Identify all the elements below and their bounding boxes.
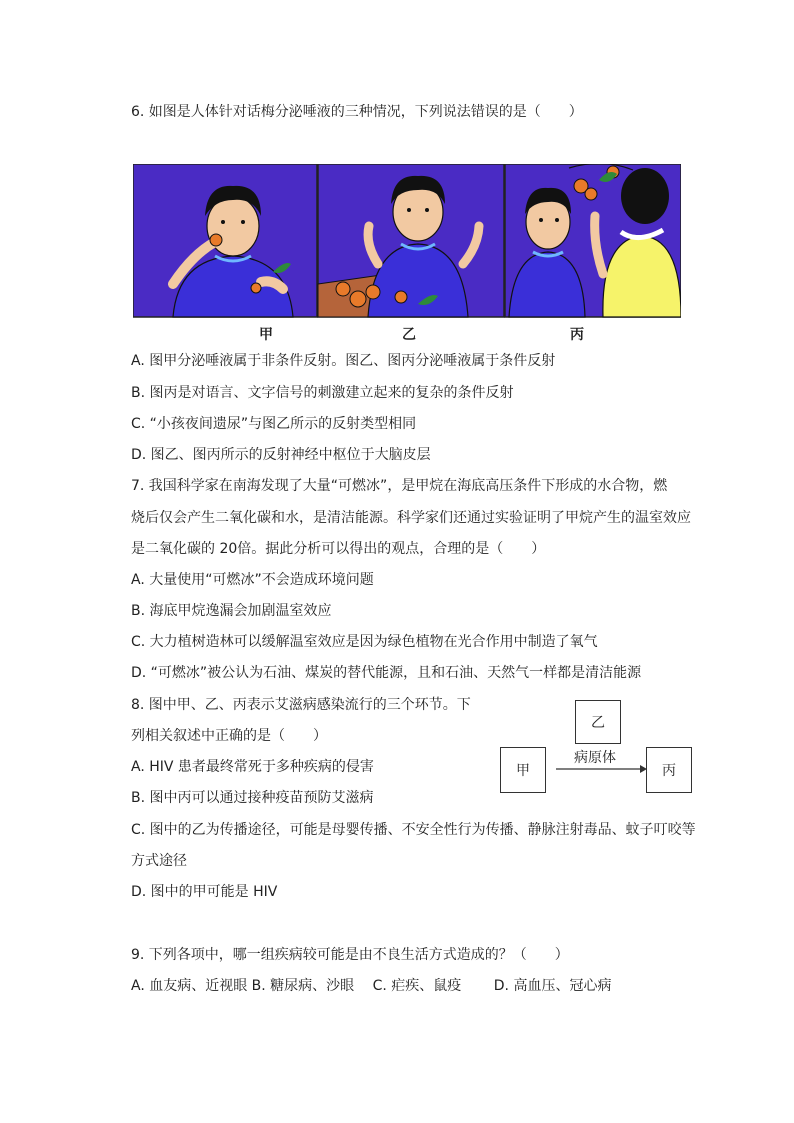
diagram-arrow-label: 病原体: [574, 750, 616, 766]
q6-option-d: D. 图乙、图丙所示的反射神经中枢位于大脑皮层: [131, 447, 431, 463]
q7-stem-line-2: 烧后仅会产生二氧化碳和水，是清洁能源。科学家们还通过实验证明了甲烷产生的温室效应: [131, 510, 691, 526]
q6-stem: 6. 如图是人体针对话梅分泌唾液的三种情况，下列说法错误的是（ ）: [131, 104, 583, 120]
q8-option-a: A. HIV 患者最终常死于多种疾病的侵害: [131, 759, 374, 775]
q7-stem-line-1: 7. 我国科学家在南海发现了大量“可燃冰”，是甲烷在海底高压条件下形成的水合物，燃: [131, 478, 668, 494]
q9-options: A. 血友病、近视眼 B. 糖尿病、沙眼 C. 疟疾、鼠疫 D. 高血压、冠心病: [131, 978, 612, 994]
q6-figure: [133, 164, 681, 320]
q8-stem-line-2: 列相关叙述中正确的是（ ）: [131, 728, 327, 744]
q8-option-c: C. 图中的乙为传播途径，可能是母婴传播、不安全性行为传播、静脉注射毒品、蚊子叮咬等: [131, 822, 696, 838]
caption-bing: 丙: [570, 327, 584, 343]
q6-illustration: [133, 164, 681, 320]
diagram-box-yi: 乙: [575, 700, 621, 744]
q6-option-a: A. 图甲分泌唾液属于非条件反射。图乙、图丙分泌唾液属于条件反射: [131, 353, 556, 369]
panel-jia: [133, 164, 317, 317]
diagram-arrow: [556, 762, 648, 776]
q9-stem: 9. 下列各项中，哪一组疾病较可能是由不良生活方式造成的？（ ）: [131, 947, 569, 963]
diagram-box-jia: 甲: [500, 747, 546, 793]
diagram-box-bing: 丙: [646, 747, 692, 793]
q6-option-b: B. 图丙是对语言、文字信号的刺激建立起来的复杂的条件反射: [131, 385, 514, 401]
q7-option-a: A. 大量使用“可燃冰”不会造成环境问题: [131, 572, 374, 588]
q8-option-b: B. 图中丙可以通过接种疫苗预防艾滋病: [131, 790, 374, 806]
q6-option-c: C. “小孩夜间遗尿”与图乙所示的反射类型相同: [131, 416, 417, 432]
q7-option-b: B. 海底甲烷逸漏会加剧温室效应: [131, 603, 332, 619]
q8-stem-line-1: 8. 图中甲、乙、丙表示艾滋病感染流行的三个环节。下: [131, 697, 471, 713]
panel-bing: [505, 164, 681, 317]
q8-option-d: D. 图中的甲可能是 HIV: [131, 884, 278, 900]
q7-option-c: C. 大力植树造林可以缓解温室效应是因为绿色植物在光合作用中制造了氧气: [131, 634, 598, 650]
q8-option-c-cont: 方式途径: [131, 853, 187, 869]
panel-yi: [318, 164, 504, 317]
caption-jia: 甲: [259, 327, 273, 343]
q7-option-d: D. “可燃冰”被公认为石油、煤炭的替代能源，且和石油、天然气一样都是清洁能源: [131, 665, 642, 681]
caption-yi: 乙: [402, 327, 416, 343]
q7-stem-line-3: 是二氧化碳的 20倍。据此分析可以得出的观点，合理的是（ ）: [131, 541, 546, 557]
